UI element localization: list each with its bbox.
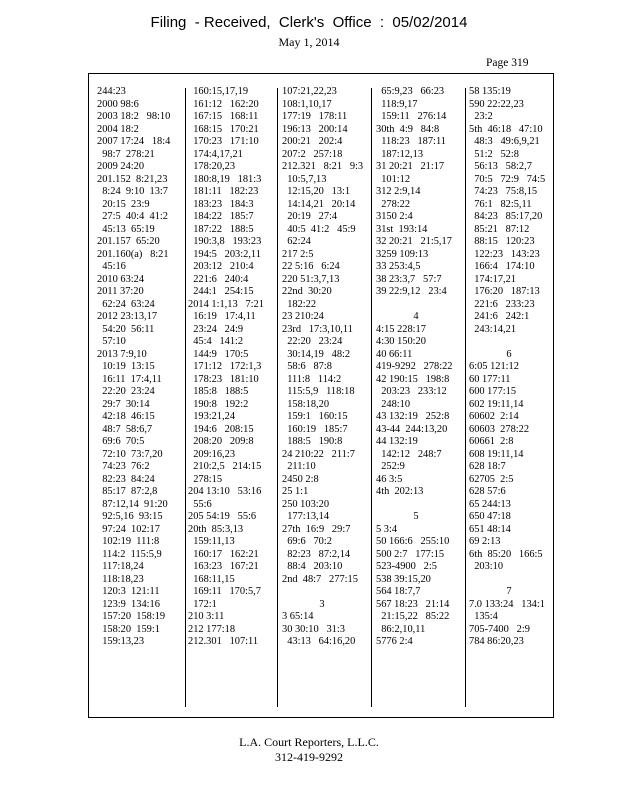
index-entry: 167:15 168:11 <box>188 111 259 122</box>
index-entry: 72:10 73:7,20 <box>97 448 163 460</box>
index-entry: 31st 193:14 <box>376 223 428 235</box>
index-entry: 312 2:9,14 <box>376 186 421 197</box>
document-date: May 1, 2014 <box>278 35 340 49</box>
index-entry: 88:4 203:10 <box>282 561 343 572</box>
index-entry: 118:18,23 <box>97 573 144 585</box>
index-entry: 123:9 134:16 <box>97 598 160 610</box>
index-entry: 160:17 162:21 <box>188 548 259 560</box>
index-entry: 159:13,23 <box>97 636 145 647</box>
index-entry: 12:15,20 13:1 <box>282 186 351 197</box>
index-entry: 177:19 178:11 <box>282 111 348 122</box>
index-entry: 43-44 244:13,20 <box>376 423 448 435</box>
section-letter: 6 <box>506 348 512 360</box>
index-entry: 3 65:14 <box>282 611 314 622</box>
index-entry: 174:17,21 <box>469 273 517 285</box>
index-entry: 2450 2:8 <box>282 473 319 485</box>
index-entry: 58 135:19 <box>469 86 511 97</box>
index-entry: 97:24 102:17 <box>97 523 160 535</box>
index-entry: 212.301 107:11 <box>188 636 259 647</box>
index-entry: 42 190:15 198:8 <box>376 373 450 385</box>
index-entry: 241:6 242:1 <box>469 311 530 322</box>
index-entry: 538 39:15,20 <box>376 573 431 585</box>
index-entry: 248:10 <box>376 398 411 410</box>
index-entry: 500 2:7 177:15 <box>376 548 445 560</box>
index-entry: 84:23 85:17,20 <box>469 211 543 222</box>
index-entry: 3259 109:13 <box>376 248 429 260</box>
index-entry: 2014 1:1,13 7:21 <box>188 298 264 310</box>
index-entry: 176:20 187:13 <box>469 286 540 297</box>
index-entry: 207:2 257:18 <box>282 148 343 160</box>
index-entry: 51:2 52:8 <box>469 148 519 160</box>
index-entry: 30:14,19 48:2 <box>282 348 351 360</box>
index-entry: 45:13 65:19 <box>97 223 155 235</box>
index-entry: 20:15 23:9 <box>97 198 150 210</box>
index-entry: 161:12 162:20 <box>188 98 259 110</box>
index-entry: 212.321 8:21 9:3 <box>282 161 364 172</box>
index-entry: 567 18:23 21:14 <box>376 598 450 610</box>
index-entry: 180:8,19 181:3 <box>188 173 262 185</box>
index-entry: 65 244:13 <box>469 498 511 510</box>
court-reporter-name: L.A. Court Reporters, L.L.C. <box>239 735 379 749</box>
index-entry: 170:23 171:10 <box>188 136 259 147</box>
index-entry: 55:6 <box>188 498 212 510</box>
index-entry: 177:13,14 <box>282 511 330 522</box>
index-entry: 60 177:11 <box>469 373 511 385</box>
index-entry: 82:23 87:2,14 <box>282 548 351 560</box>
column-divider <box>465 88 466 707</box>
index-column-5 <box>469 86 549 649</box>
index-entry: 5776 2:4 <box>376 636 413 647</box>
index-entry: 65:9,23 66:23 <box>376 86 445 97</box>
index-entry: 21:15,22 85:22 <box>376 611 450 622</box>
index-entry <box>282 586 363 599</box>
index-entry: 210:2,5 214:15 <box>188 461 262 472</box>
index-entry: 220 51:3,7,13 <box>282 273 340 285</box>
index-entry: 54:20 56:11 <box>97 323 155 335</box>
index-entry: 38 23:3,7 57:7 <box>376 273 442 285</box>
index-entry: 22:20 23:24 <box>282 336 343 347</box>
index-entry: 48:7 58:6,7 <box>97 423 153 435</box>
index-entry: 69:6 70:5 <box>97 436 145 447</box>
index-entry: 23rd 17:3,10,11 <box>282 323 353 335</box>
index-entry: 212 177:18 <box>188 623 236 635</box>
index-entry: 174:4,17,21 <box>188 148 243 160</box>
index-entry: 32 20:21 21:5,17 <box>376 236 452 247</box>
index-entry: 523-4900 2:5 <box>376 561 437 572</box>
index-entry: 244:23 <box>97 86 126 97</box>
index-entry: 10:5,7,13 <box>282 173 327 185</box>
index-entry: 101:12 <box>376 173 411 185</box>
index-entry: 221:6 240:4 <box>188 273 249 285</box>
index-entry: 142:12 248:7 <box>376 448 442 460</box>
index-entry: 203:12 210:4 <box>188 261 254 272</box>
index-entry: 20:19 27:4 <box>282 211 338 222</box>
index-entry: 144:9 170:5 <box>188 348 249 360</box>
index-entry: 784 86:20,23 <box>469 636 524 647</box>
index-entry: 108:1,10,17 <box>282 98 332 110</box>
index-entry: 43:13 64:16,20 <box>282 636 356 647</box>
index-entry: 87:12,14 91:20 <box>97 498 168 510</box>
index-entry: 33 253:4,5 <box>376 261 421 272</box>
index-entry: 244:1 254:15 <box>188 286 254 297</box>
index-entry: 4th 202:13 <box>376 486 424 497</box>
index-entry: 25 1:1 <box>282 486 309 497</box>
index-entry: 118:9,17 <box>376 98 418 110</box>
index-entry: 50 166:6 255:10 <box>376 536 450 547</box>
index-entry: 62705 2:5 <box>469 473 514 485</box>
index-entry: 2011 37:20 <box>97 286 144 297</box>
index-entry: 628 18:7 <box>469 461 506 472</box>
index-entry: 22:20 23:24 <box>97 386 155 397</box>
index-entry: 16:19 17:4,11 <box>188 311 256 322</box>
index-entry: 88:15 120:23 <box>469 236 535 247</box>
index-entry: 5 3:4 <box>376 523 398 535</box>
index-entry: 27:5 40:4 41:2 <box>97 211 169 222</box>
index-entry: 221:6 233:23 <box>469 298 535 310</box>
index-entry: 2013 7:9,10 <box>97 348 147 360</box>
section-letter: 3 <box>319 598 325 610</box>
column-divider <box>371 88 372 707</box>
index-entry: 171:12 172:1,3 <box>188 361 262 372</box>
index-entry: 608 19:11,14 <box>469 448 524 460</box>
index-entry: 190:8 192:2 <box>188 398 249 410</box>
index-entry: 163:23 167:21 <box>188 561 259 572</box>
index-entry: 2004 18:2 <box>97 123 139 135</box>
index-entry: 178:20,23 <box>188 161 236 172</box>
index-entry: 45:4 141:2 <box>188 336 244 347</box>
index-entry: 419-9292 278:22 <box>376 361 453 372</box>
index-entry: 169:11 170:5,7 <box>188 586 261 597</box>
index-entry: 3150 2:4 <box>376 211 413 222</box>
index-entry <box>469 574 549 587</box>
index-entry: 14:14,21 20:14 <box>282 198 356 210</box>
index-entry: 158:18,20 <box>282 398 330 410</box>
index-entry: 23:24 24:9 <box>188 323 244 335</box>
index-entry: 86:2,10,11 <box>376 623 426 635</box>
index-entry: 204 13:10 53:16 <box>188 486 262 497</box>
index-entry: 590 22:22,23 <box>469 98 524 110</box>
index-entry: 159:1 160:15 <box>282 411 348 422</box>
index-entry: 185:8 188:5 <box>188 386 249 397</box>
column-divider <box>277 88 278 707</box>
index-entry: 243:14,21 <box>469 323 517 335</box>
index-entry: 2000 98:6 <box>97 98 139 110</box>
index-entry: 24 210:22 211:7 <box>282 448 355 460</box>
page-number: Page 319 <box>486 57 529 69</box>
column-divider <box>185 88 186 707</box>
index-entry: 209:16,23 <box>188 448 236 460</box>
index-entry: 62:24 <box>282 236 311 247</box>
court-reporter-phone: 312-419-9292 <box>275 750 343 764</box>
index-entry: 43 132:19 252:8 <box>376 411 450 422</box>
index-entry: 102:19 111:8 <box>97 536 160 547</box>
index-entry: 252:9 <box>376 461 405 472</box>
index-entry <box>469 336 549 349</box>
index-entry: 201.157 65:20 <box>97 236 160 247</box>
index-entry: 168:11,15 <box>188 573 235 585</box>
index-entry: 2009 24:20 <box>97 161 145 172</box>
index-entry: 58:6 87:8 <box>282 361 332 372</box>
index-entry: 85:21 87:12 <box>469 223 530 235</box>
index-entry: 8:24 9:10 13:7 <box>97 186 169 197</box>
index-entry: 20th 85:3,13 <box>188 523 244 535</box>
index-entry: 27th 16:9 29:7 <box>282 523 351 535</box>
index-column-2 <box>188 86 264 649</box>
index-entry: 46 3:5 <box>376 473 403 485</box>
index-entry: 98:7 278:21 <box>97 148 155 160</box>
index-entry: 60661 2:8 <box>469 436 514 447</box>
index-entry: 40 66:11 <box>376 348 413 360</box>
index-entry: 30th 4:9 84:8 <box>376 123 440 135</box>
index-entry: 115:5,9 118:18 <box>282 386 355 397</box>
index-entry: 193:21,24 <box>188 411 236 422</box>
index-entry: 31 20:21 21:17 <box>376 161 445 172</box>
index-entry: 200:21 202:4 <box>282 136 343 147</box>
section-letter: 4 <box>413 311 419 322</box>
index-entry: 2012 23:13,17 <box>97 311 158 322</box>
index-box <box>88 73 554 718</box>
index-entry: 183:23 184:3 <box>188 198 254 210</box>
index-entry: 107:21,22,23 <box>282 86 337 97</box>
index-entry: 188:5 190:8 <box>282 436 343 447</box>
index-entry: 250 103:20 <box>282 498 330 510</box>
index-entry: 69:6 70:2 <box>282 536 332 547</box>
index-entry: 564 18:7,7 <box>376 586 421 597</box>
index-entry: 210 3:11 <box>188 611 225 622</box>
index-entry: 92:5,16 93:15 <box>97 511 163 522</box>
index-entry: 120:3 121:11 <box>97 586 160 597</box>
index-entry: 4:15 228:17 <box>376 323 426 335</box>
index-column-1 <box>97 86 170 649</box>
index-entry <box>376 299 456 312</box>
index-entry: 2010 63:24 <box>97 273 145 285</box>
index-entry: 22 5:16 6:24 <box>282 261 340 272</box>
index-entry: 62:24 63:24 <box>97 298 155 310</box>
index-entry: 10:19 13:15 <box>97 361 155 372</box>
index-column-4 <box>376 86 456 649</box>
index-entry: 160:15,17,19 <box>188 86 249 97</box>
index-entry: 217 2:5 <box>282 248 314 260</box>
index-entry: 70:5 72:9 74:5 <box>469 173 546 185</box>
index-entry: 7.0 133:24 134:1 <box>469 598 545 610</box>
index-entry: 60602 2:14 <box>469 411 519 422</box>
index-entry: 160:19 185:7 <box>282 423 348 435</box>
index-entry: 48:3 49:6,9,21 <box>469 136 540 147</box>
index-entry: 2007 17:24 18:4 <box>97 136 171 147</box>
index-entry: 5th 46:18 47:10 <box>469 123 543 135</box>
index-entry: 6th 85:20 166:5 <box>469 548 543 560</box>
index-entry: 74:23 76:2 <box>97 461 150 472</box>
index-entry: 6:05 121:12 <box>469 361 519 372</box>
index-entry: 159:11 276:14 <box>376 111 447 122</box>
index-entry: 135:4 <box>469 611 498 622</box>
index-entry: 82:23 84:24 <box>97 473 155 485</box>
index-entry: 187:22 188:5 <box>188 223 254 235</box>
index-entry: 194:5 203:2,11 <box>188 248 261 260</box>
index-entry: 85:17 87:2,8 <box>97 486 158 497</box>
section-letter: 7 <box>506 586 512 597</box>
index-entry: 23 210:24 <box>282 311 324 322</box>
index-entry: 182:22 <box>282 298 317 310</box>
index-entry: 208:20 209:8 <box>188 436 254 447</box>
index-entry: 23:2 <box>469 111 493 122</box>
index-entry: 40:5 41:2 45:9 <box>282 223 356 235</box>
index-entry: 122:23 143:23 <box>469 248 540 260</box>
index-entry: 211:10 <box>282 461 316 472</box>
index-entry: 45:16 <box>97 261 126 272</box>
index-entry: 16:11 17:4,11 <box>97 373 162 385</box>
index-entry: 117:18,24 <box>97 561 144 572</box>
index-entry: 651 48:14 <box>469 523 511 535</box>
index-entry: 39 22:9,12 23:4 <box>376 286 447 297</box>
index-entry: 22nd 30:20 <box>282 286 332 297</box>
index-entry: 2nd 48:7 277:15 <box>282 573 358 585</box>
section-letter: 5 <box>413 511 419 522</box>
index-entry: 114:2 115:5,9 <box>97 548 162 560</box>
index-entry: 42:18 46:15 <box>97 411 155 422</box>
index-entry: 44 132:19 <box>376 436 418 447</box>
index-entry: 2003 18:2 98:10 <box>97 111 171 122</box>
index-entry: 201.152 8:21,23 <box>97 173 168 185</box>
index-entry: 159:11,13 <box>188 536 235 547</box>
index-entry: 184:22 185:7 <box>188 211 254 222</box>
index-entry: 30 30:10 31:3 <box>282 623 345 635</box>
index-entry: 190:3,8 193:23 <box>188 236 262 247</box>
index-entry: 650 47:18 <box>469 511 511 522</box>
index-column-3 <box>282 86 363 649</box>
index-entry: 181:11 182:23 <box>188 186 259 197</box>
index-entry: 56:13 58:2,7 <box>469 161 532 172</box>
index-entry: 705-7400 2:9 <box>469 623 530 635</box>
index-entry: 118:23 187:11 <box>376 136 446 147</box>
index-entry: 178:23 181:10 <box>188 373 259 385</box>
index-entry: 166:4 174:10 <box>469 261 535 272</box>
index-entry: 194:6 208:15 <box>188 423 254 435</box>
index-entry: 278:22 <box>376 198 411 210</box>
index-entry: 4:30 150:20 <box>376 336 426 347</box>
index-entry: 600 177:15 <box>469 386 517 397</box>
index-entry: 196:13 200:14 <box>282 123 348 135</box>
index-entry: 60603 278:22 <box>469 423 530 435</box>
index-entry: 203:10 <box>469 561 504 572</box>
index-entry: 172:1 <box>188 598 217 610</box>
index-entry: 602 19:11,14 <box>469 398 524 410</box>
index-entry: 74:23 75:8,15 <box>469 186 538 197</box>
index-entry: 157:20 158:19 <box>97 611 166 622</box>
filing-stamp: Filing - Received, Clerk's Office : 05/02/2014 <box>150 14 468 31</box>
index-entry: 628 57:6 <box>469 486 506 497</box>
index-entry: 201.160(a) 8:21 <box>97 248 169 260</box>
index-entry: 278:15 <box>188 473 223 485</box>
index-entry: 76:1 82:5,11 <box>469 198 532 210</box>
index-entry: 205 54:19 55:6 <box>188 511 257 522</box>
index-entry: 69 2:13 <box>469 536 501 547</box>
index-entry: 187:12,13 <box>376 148 424 160</box>
index-entry: 168:15 170:21 <box>188 123 259 135</box>
index-entry: 57:10 <box>97 336 126 347</box>
index-entry <box>376 499 456 512</box>
index-entry: 203:23 233:12 <box>376 386 447 397</box>
index-entry: 29:7 30:14 <box>97 398 150 410</box>
index-entry: 111:8 114:2 <box>282 373 342 385</box>
index-entry: 158:20 159:1 <box>97 623 160 635</box>
